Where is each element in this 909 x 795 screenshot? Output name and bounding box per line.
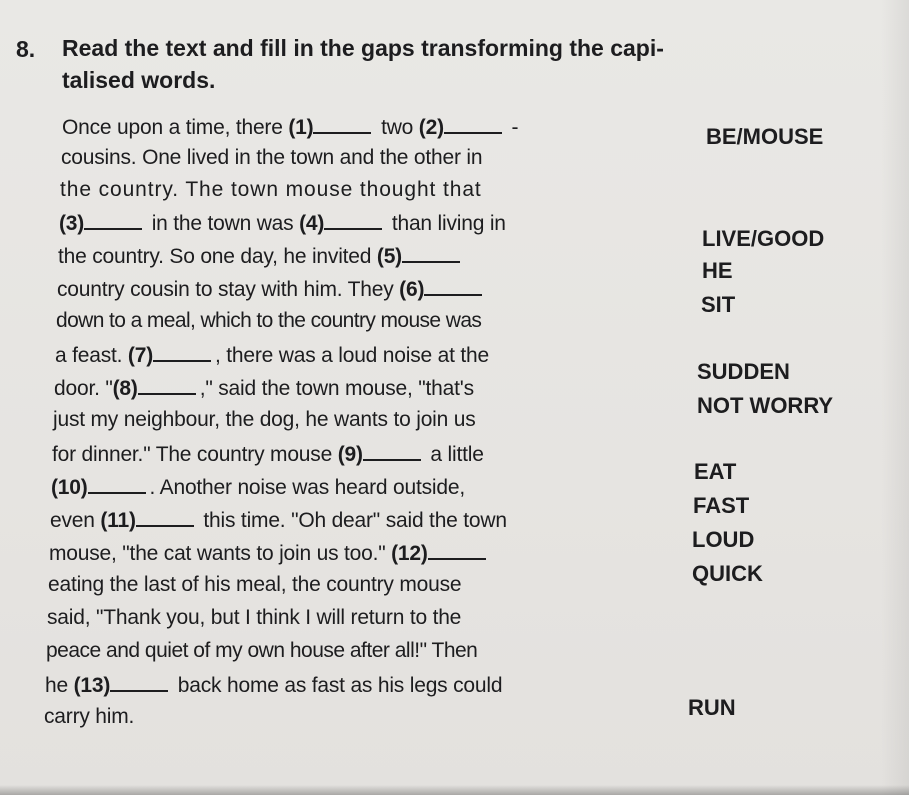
gap-blank[interactable] bbox=[428, 540, 486, 560]
gap-number: (1) bbox=[288, 116, 314, 139]
gap-number: (8) bbox=[112, 377, 138, 400]
passage-line: cousins. One lived in the town and the other in bbox=[61, 146, 483, 169]
passage-line: eating the last of his meal, the country mouse bbox=[48, 573, 462, 596]
gap-blank[interactable] bbox=[153, 342, 211, 362]
keyword-sit: SIT bbox=[701, 292, 736, 317]
gap-blank[interactable] bbox=[402, 243, 460, 263]
gap-blank[interactable] bbox=[136, 507, 194, 527]
passage-line: Once upon a time, there (1) two (2) - bbox=[62, 116, 519, 139]
passage-line: just my neighbour, the dog, he wants to join us bbox=[53, 408, 476, 431]
instruction-line-1: Read the text and fill in the gaps transforming the capi- bbox=[62, 35, 664, 61]
keyword-be-mouse: BE/MOUSE bbox=[706, 124, 824, 149]
gap-number: (10) bbox=[51, 476, 88, 499]
gap-blank[interactable] bbox=[324, 210, 382, 230]
passage-line: country cousin to stay with him. They (6) bbox=[57, 276, 486, 302]
passage-line: said, "Thank you, but I think I will return to the bbox=[47, 606, 462, 629]
gap-number: (7) bbox=[127, 344, 153, 367]
gap-number: (4) bbox=[299, 212, 325, 235]
keyword-run: RUN bbox=[688, 695, 736, 720]
keyword-not-worry: NOT WORRY bbox=[697, 393, 834, 418]
passage-line: door. "(8) ," said the town mouse, "that's bbox=[54, 377, 474, 400]
keyword-loud: LOUD bbox=[692, 527, 755, 552]
gap-blank[interactable] bbox=[313, 114, 371, 134]
gap-blank[interactable] bbox=[84, 210, 142, 230]
passage-line: he (13) back home as fast as his legs could bbox=[45, 674, 503, 697]
passage-line: mouse, "the cat wants to join us too." (12) bbox=[49, 540, 490, 566]
passage-line: the country. The town mouse thought that bbox=[60, 178, 482, 201]
keyword-quick: QUICK bbox=[692, 561, 763, 586]
gap-number: (9) bbox=[337, 443, 363, 466]
passage-line: the country. So one day, he invited (5) bbox=[58, 243, 464, 269]
gap-blank[interactable] bbox=[444, 114, 502, 134]
exercise-number: 8. bbox=[16, 36, 36, 62]
gap-number: (2) bbox=[418, 116, 444, 139]
keyword-eat: EAT bbox=[694, 459, 737, 484]
passage-line: a feast. (7) , there was a loud noise at the bbox=[55, 344, 489, 367]
keyword-sudden: SUDDEN bbox=[697, 359, 790, 384]
gap-number: (5) bbox=[376, 245, 402, 268]
passage-line: (10) . Another noise was heard outside, bbox=[51, 476, 465, 499]
gap-number: (6) bbox=[399, 278, 425, 301]
gap-blank[interactable] bbox=[88, 474, 146, 494]
passage-line: (3) in the town was (4) than living in bbox=[59, 212, 506, 235]
gap-blank[interactable] bbox=[138, 375, 196, 395]
gap-blank[interactable] bbox=[363, 441, 421, 461]
passage-line: for dinner." The country mouse (9) a little bbox=[52, 443, 484, 466]
passage-line: carry him. bbox=[44, 705, 135, 728]
gap-blank[interactable] bbox=[110, 672, 168, 692]
gap-number: (11) bbox=[100, 509, 136, 532]
gap-blank[interactable] bbox=[424, 276, 482, 296]
gap-number: (12) bbox=[391, 542, 428, 565]
passage-line: down to a meal, which to the country mouse was bbox=[56, 309, 482, 332]
exercise-instruction bbox=[62, 32, 892, 96]
passage-line: peace and quiet of my own house after all!" Then bbox=[46, 639, 478, 662]
keyword-fast: FAST bbox=[693, 493, 750, 518]
keyword-live-good: LIVE/GOOD bbox=[702, 226, 825, 251]
instruction-line-2: talised words. bbox=[62, 67, 216, 93]
gap-number: (13) bbox=[73, 674, 111, 697]
passage-line: even (11) this time. "Oh dear" said the town bbox=[50, 509, 507, 532]
keyword-he: HE bbox=[702, 258, 733, 283]
gap-number: (3) bbox=[59, 212, 85, 235]
